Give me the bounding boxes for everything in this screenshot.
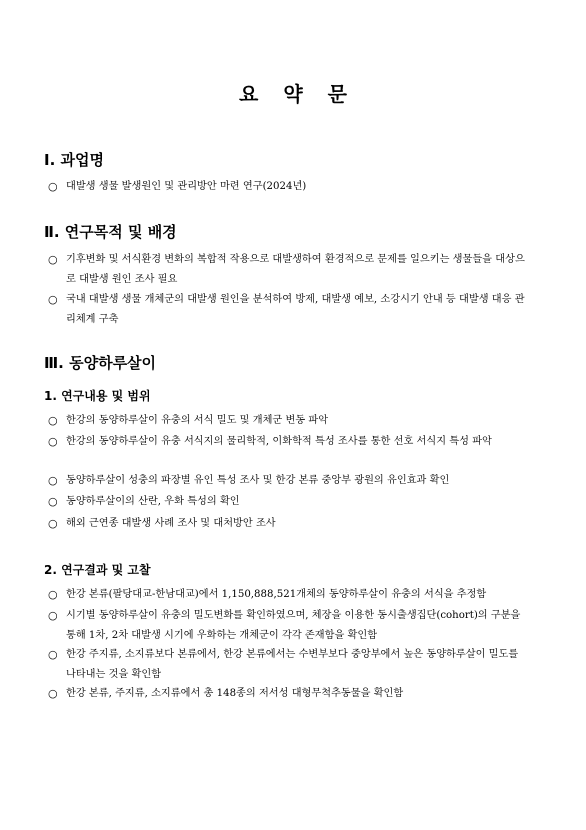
subsection-heading-1: 1. 연구내용 및 범위 [44,389,151,403]
bullet-icon: ○ [48,687,58,700]
list-item: ○ 국내 대발생 생물 개체군의 대발생 원인을 분석하여 방제, 대발생 예보, 소강시기 안내 등 대발생 대응 관리체계 구축 [48,290,528,330]
bullet-icon: ○ [48,253,58,266]
section-heading-3: Ⅲ. 동양하루살이 [44,354,157,372]
bullet-icon: ○ [48,517,58,530]
bullet-icon: ○ [48,293,58,306]
page-title: 요 약 문 [239,82,356,106]
bullet-icon: ○ [48,435,58,448]
list-item: ○ 시기별 동양하루살이 유충의 밀도변화를 확인하였으며, 체장을 이용한 동시출생집단(cohort)의 구분을 통해 1차, 2차 대발생 시기에 우화하는 개체군이 각각 존재함을 확인함 [48,606,528,646]
list-item: ○ 기후변화 및 서식환경 변화의 복합적 작용으로 대발생하여 환경적으로 문제를 일으키는 생물들을 대상으로 대발생 원인 조사 필요 [48,250,528,290]
list-item: ○ 한강의 동양하루살이 유충의 서식 밀도 및 개체군 변동 파악 [48,411,528,431]
section-heading-2: Ⅱ. 연구목적 및 배경 [44,223,177,241]
list-item: ○ 한강 본류, 주지류, 소지류에서 총 148종의 저서성 대형무척추동물을 확인함 [48,684,528,704]
list-item: ○ 한강 본류(팔당대교-한남대교)에서 1,150,888,521개체의 동양하루살이 유충의 서식을 추정함 [48,585,528,605]
bullet-icon: ○ [48,474,58,487]
list-item: ○ 한강 주지류, 소지류보다 본류에서, 한강 본류에서는 수변부보다 중앙부에서 높은 동양하루살이 밀도를 나타내는 것을 확인함 [48,645,528,685]
section-heading-1: Ⅰ. 과업명 [44,151,104,169]
bullet-icon: ○ [48,609,58,622]
bullet-icon: ○ [48,648,58,661]
bullet-icon: ○ [48,180,58,193]
list-item: ○ 동양하루살이 성충의 파장별 유인 특성 조사 및 한강 본류 중앙부 광원의 유인효과 확인 [48,471,528,491]
list-item: ○ 동양하루살이의 산란, 우화 특성의 확인 [48,492,528,512]
list-item: ○ 한강의 동양하루살이 유충 서식지의 물리학적, 이화학적 특성 조사를 통한 선호 서식지 특성 파악 [48,432,528,452]
bullet-icon: ○ [48,588,58,601]
bullet-icon: ○ [48,414,58,427]
subsection-heading-2: 2. 연구결과 및 고찰 [44,563,151,577]
bullet-icon: ○ [48,495,58,508]
list-item: ○ 대발생 생물 발생원인 및 관리방안 마련 연구(2024년) [48,177,528,197]
list-item: ○ 해외 근연종 대발생 사례 조사 및 대처방안 조사 [48,514,528,534]
